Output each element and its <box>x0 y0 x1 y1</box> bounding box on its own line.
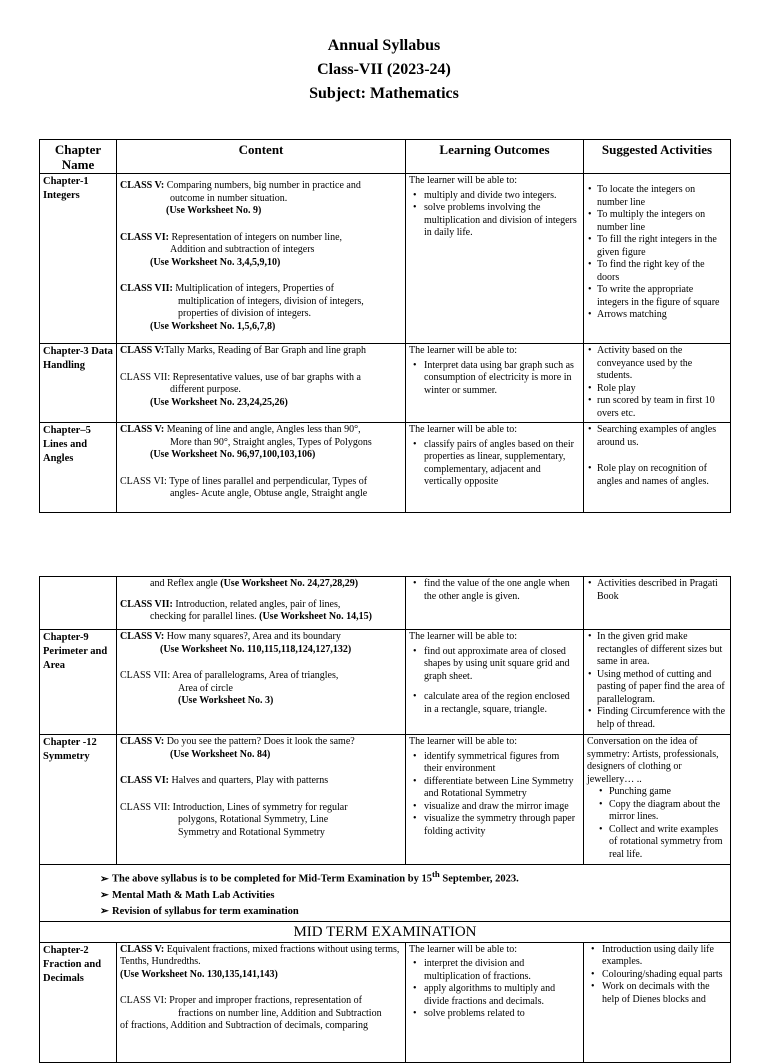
suggested-activities <box>584 577 731 630</box>
class-label: CLASS VII: <box>120 598 173 610</box>
content-text: outcome in number situation. <box>170 192 288 204</box>
content-text: angles- Acute angle, Obtuse angle, Straight angle <box>170 488 368 499</box>
activity-item: • Introduction using daily life examples. <box>587 944 727 969</box>
notes-row <box>40 865 731 922</box>
class-label: CLASS VI: <box>120 995 167 1006</box>
content-text: Equivalent fractions, mixed fractions without using terms, Tenths, Hundredths. <box>120 943 400 967</box>
activity-item: • To locate the integers on number line <box>587 184 727 209</box>
subject-title: Subject: Mathematics <box>309 85 459 102</box>
class-label: CLASS V: <box>120 424 165 435</box>
table-row <box>40 735 731 865</box>
content-text: Symmetry and Rotational Symmetry <box>178 826 325 838</box>
class-block <box>120 424 402 462</box>
content-text: Do you see the pattern? Does it look the same? <box>164 736 355 747</box>
class-label: CLASS V: <box>120 943 165 955</box>
content-text: Halves and quarters, Play with patterns <box>169 775 329 786</box>
note-text: The above syllabus is to be completed for Mid-Term Examination by 15 <box>112 873 432 885</box>
content-text: Representative values, use of bar graphs with a <box>170 371 361 383</box>
outcome-item: • multiply and divide two integers. <box>409 190 580 203</box>
outcome-item: • Interpret data using bar graph such as consumption of electricity is more in winter or summer. <box>409 360 580 398</box>
worksheet-ref: (Use Worksheet No. 24,27,28,29) <box>220 578 359 589</box>
class-block <box>120 283 402 333</box>
suggested-activities <box>584 174 731 344</box>
col-header-outcomes: Learning Outcomes <box>406 140 584 174</box>
class-label: CLASS VI: <box>120 231 169 243</box>
activity-item: • To find the right key of the doors <box>587 259 727 284</box>
outcomes-intro: The learner will be able to: <box>409 424 518 435</box>
activity-item: • Role play on recognition of angles and names of angles. <box>587 463 727 488</box>
note-text: Revision of syllabus for term examination <box>112 905 299 917</box>
outcome-item: • apply algorithms to multiply and divide fractions and decimals. <box>409 983 580 1008</box>
activity-item: • To multiply the integers on number line <box>587 209 727 234</box>
content-text: fractions on number line, Addition and Subtraction <box>178 1007 382 1019</box>
suggested-activities <box>584 735 731 865</box>
class-block <box>120 736 402 761</box>
outcome-item: • identify symmetrical figures from their environment <box>409 751 580 776</box>
worksheet-ref: (Use Worksheet No. 84) <box>170 748 271 760</box>
worksheet-ref: (Use Worksheet No. 130,135,141,143) <box>120 968 278 980</box>
class-block <box>120 631 402 656</box>
activity-item: • To fill the right integers in the given figure <box>587 234 727 259</box>
activity-item: • Work on decimals with the help of Dienes blocks and <box>587 981 727 1006</box>
outcome-item: • solve problems involving the multiplication and division of integers in daily life. <box>409 202 580 240</box>
learning-outcomes <box>406 423 584 513</box>
activity-item: • Activity based on the conveyance used by the students. <box>587 345 727 383</box>
syllabus-table-part2 <box>39 576 731 1063</box>
outcome-item: • find out approximate area of closed shapes by using unit square grid and graph sheet. <box>409 646 580 684</box>
table-row <box>40 423 731 513</box>
outcomes-intro: The learner will be able to: <box>409 943 518 955</box>
col-header-content: Content <box>117 140 406 174</box>
class-label: CLASS VII: <box>120 371 171 383</box>
outcome-item: • solve problems related to <box>409 1008 580 1021</box>
outcome-item: • interpret the division and multiplication of fractions. <box>409 958 580 983</box>
outcome-item: • visualize and draw the mirror image <box>409 801 580 814</box>
chapter-content <box>117 423 406 513</box>
outcome-item: • calculate area of the region enclosed in a rectangle, square, triangle. <box>409 691 580 716</box>
content-text: properties of division of integers. <box>178 308 312 319</box>
chapter-name: Chapter-3 Data Handling <box>40 344 117 423</box>
content-text: Introduction, related angles, pair of lines, <box>172 598 341 610</box>
worksheet-ref: (Use Worksheet No. 110,115,118,124,127,132) <box>160 643 352 655</box>
table-row <box>40 942 731 1062</box>
chapter-content <box>117 630 406 735</box>
col-header-chapter: Chapter Name <box>40 140 117 174</box>
content-text: How many squares?, Area and its boundary <box>164 631 341 642</box>
arrow-icon: ➢ <box>100 905 109 917</box>
class-label: CLASS V: <box>120 345 165 356</box>
suggested-activities <box>584 630 731 735</box>
learning-outcomes <box>406 942 584 1062</box>
col-header-activities: Suggested Activities <box>584 140 731 174</box>
page-header <box>0 34 768 106</box>
table-header-row <box>40 140 731 174</box>
activity-item: • Activities described in Pragati Book <box>587 578 727 603</box>
content-text: Introduction, Lines of symmetry for regular <box>170 801 348 813</box>
chapter-name: Chapter-2 Fraction and Decimals <box>40 942 117 1062</box>
suggested-activities <box>584 423 731 513</box>
class-label: CLASS V: <box>120 736 165 747</box>
chapter-content <box>117 344 406 423</box>
chapter-name: Chapter–5 Lines and Angles <box>40 423 117 513</box>
outcomes-intro: The learner will be able to: <box>409 175 518 186</box>
class-block <box>120 232 402 270</box>
chapter-content <box>117 174 406 344</box>
class-block <box>120 476 402 501</box>
chapter-name <box>40 577 117 630</box>
class-label: CLASS VII: <box>120 283 173 294</box>
content-text: Meaning of line and angle, Angles less than 90°, <box>164 424 361 435</box>
worksheet-ref: (Use Worksheet No. 3,4,5,9,10) <box>150 256 281 268</box>
activity-item: • Punching game <box>587 786 727 799</box>
class-block <box>120 995 402 1033</box>
content-text: Type of lines parallel and perpendicular, Types of <box>166 475 368 487</box>
note-item <box>100 888 727 904</box>
outcome-item: • classify pairs of angles based on their properties as linear, supplementary, complementary, adjacent and vertically opposite <box>409 439 580 489</box>
learning-outcomes <box>406 174 584 344</box>
content-text: Area of parallelograms, Area of triangles, <box>170 670 339 681</box>
syllabus-title: Annual Syllabus <box>327 37 441 54</box>
content-text: multiplication of integers, division of integers, <box>178 295 364 307</box>
learning-outcomes <box>406 577 584 630</box>
activity-intro: Conversation on the idea of symmetry: Artists, professionals, designers of clothing or jewellery… .. <box>587 736 719 785</box>
activity-item: • Arrows matching <box>587 309 727 322</box>
worksheet-ref: (Use Worksheet No. 96,97,100,103,106) <box>150 449 316 460</box>
table-row <box>40 174 731 344</box>
class-label: CLASS VII: <box>120 670 171 681</box>
note-text: September, 2023. <box>439 873 519 885</box>
suggested-activities <box>584 344 731 423</box>
class-block <box>120 802 402 840</box>
notes-cell <box>40 865 731 922</box>
content-text: Comparing numbers, big number in practice and <box>164 180 361 191</box>
worksheet-ref: (Use Worksheet No. 9) <box>166 205 262 216</box>
learning-outcomes <box>406 344 584 423</box>
activity-item: • Copy the diagram about the mirror lines. <box>587 799 727 824</box>
activity-item: • In the given grid make rectangles of different sizes but same in area. <box>587 631 727 669</box>
syllabus-table-part1 <box>39 139 731 513</box>
outcomes-intro: The learner will be able to: <box>409 736 518 747</box>
content-text: and Reflex angle <box>150 578 221 589</box>
mid-term-row <box>40 921 731 942</box>
worksheet-ref: (Use Worksheet No. 3) <box>178 695 274 706</box>
activity-item: • run scored by team in first 10 overs etc. <box>587 395 727 420</box>
content-text: Area of circle <box>178 682 233 694</box>
class-block <box>120 599 402 624</box>
worksheet-ref: (Use Worksheet No. 14,15) <box>259 611 372 622</box>
class-block <box>120 944 402 982</box>
chapter-content <box>117 942 406 1062</box>
learning-outcomes <box>406 630 584 735</box>
content-text: of fractions, Addition and Subtraction of decimals, comparing <box>120 1020 368 1031</box>
content-text: different purpose. <box>170 384 241 395</box>
content-text: polygons, Rotational Symmetry, Line <box>178 814 329 825</box>
class-block <box>120 345 402 358</box>
outcome-item: • visualize the symmetry through paper folding activity <box>409 813 580 838</box>
outcomes-intro: The learner will be able to: <box>409 631 518 642</box>
activity-item: • Searching examples of angles around us. <box>587 424 727 449</box>
table-row <box>40 577 731 630</box>
class-label: CLASS VII: <box>120 801 171 813</box>
learning-outcomes <box>406 735 584 865</box>
outcomes-intro: The learner will be able to: <box>409 345 518 356</box>
activity-item: • Collect and write examples of rotational symmetry from real life. <box>587 824 727 862</box>
content-text: Tally Marks, Reading of Bar Graph and line graph <box>164 345 366 356</box>
activity-item: • Using method of cutting and pasting of paper find the area of parallelogram. <box>587 669 727 707</box>
note-superscript: th <box>431 869 440 879</box>
note-text: Mental Math & Math Lab Activities <box>112 889 275 901</box>
class-label: CLASS V: <box>120 180 165 191</box>
chapter-content <box>117 735 406 865</box>
outcome-item: • differentiate between Line Symmetry and Rotational Symmetry <box>409 776 580 801</box>
class-label: CLASS VI: <box>120 775 169 786</box>
content-text: Addition and subtraction of integers <box>170 244 315 255</box>
outcome-item: • find the value of the one angle when the other angle is given. <box>409 578 580 603</box>
table-row <box>40 630 731 735</box>
class-label: CLASS VI: <box>120 475 167 487</box>
chapter-content <box>117 577 406 630</box>
class-label: CLASS V: <box>120 631 165 642</box>
content-text: checking for parallel lines. <box>150 611 260 622</box>
chapter-name: Chapter-1 Integers <box>40 174 117 344</box>
class-block <box>120 180 402 218</box>
activity-item: • Finding Circumference with the help of thread. <box>587 706 727 731</box>
content-text: Multiplication of integers, Properties of <box>172 283 334 294</box>
arrow-icon: ➢ <box>100 889 109 901</box>
note-item <box>100 904 727 920</box>
worksheet-ref: (Use Worksheet No. 23,24,25,26) <box>150 396 288 408</box>
content-text: Representation of integers on number line, <box>169 231 343 243</box>
activity-item: • Colouring/shading equal parts <box>587 969 727 982</box>
chapter-name: Chapter-9 Perimeter and Area <box>40 630 117 735</box>
mid-term-heading: MID TERM EXAMINATION <box>40 921 731 942</box>
class-block <box>120 578 402 591</box>
content-text: Proper and improper fractions, representation of <box>166 995 362 1006</box>
content-text: More than 90°, Straight angles, Types of Polygons <box>170 436 372 448</box>
worksheet-ref: (Use Worksheet No. 1,5,6,7,8) <box>150 320 276 332</box>
class-block <box>120 372 402 410</box>
table-row <box>40 344 731 423</box>
arrow-icon: ➢ <box>100 873 109 885</box>
class-title: Class-VII (2023-24) <box>317 61 451 78</box>
class-block <box>120 775 402 788</box>
activity-item: • Role play <box>587 383 727 396</box>
chapter-name: Chapter -12 Symmetry <box>40 735 117 865</box>
activity-item: • To write the appropriate integers in the figure of square <box>587 284 727 309</box>
suggested-activities <box>584 942 731 1062</box>
class-block <box>120 670 402 708</box>
note-item <box>100 866 727 888</box>
